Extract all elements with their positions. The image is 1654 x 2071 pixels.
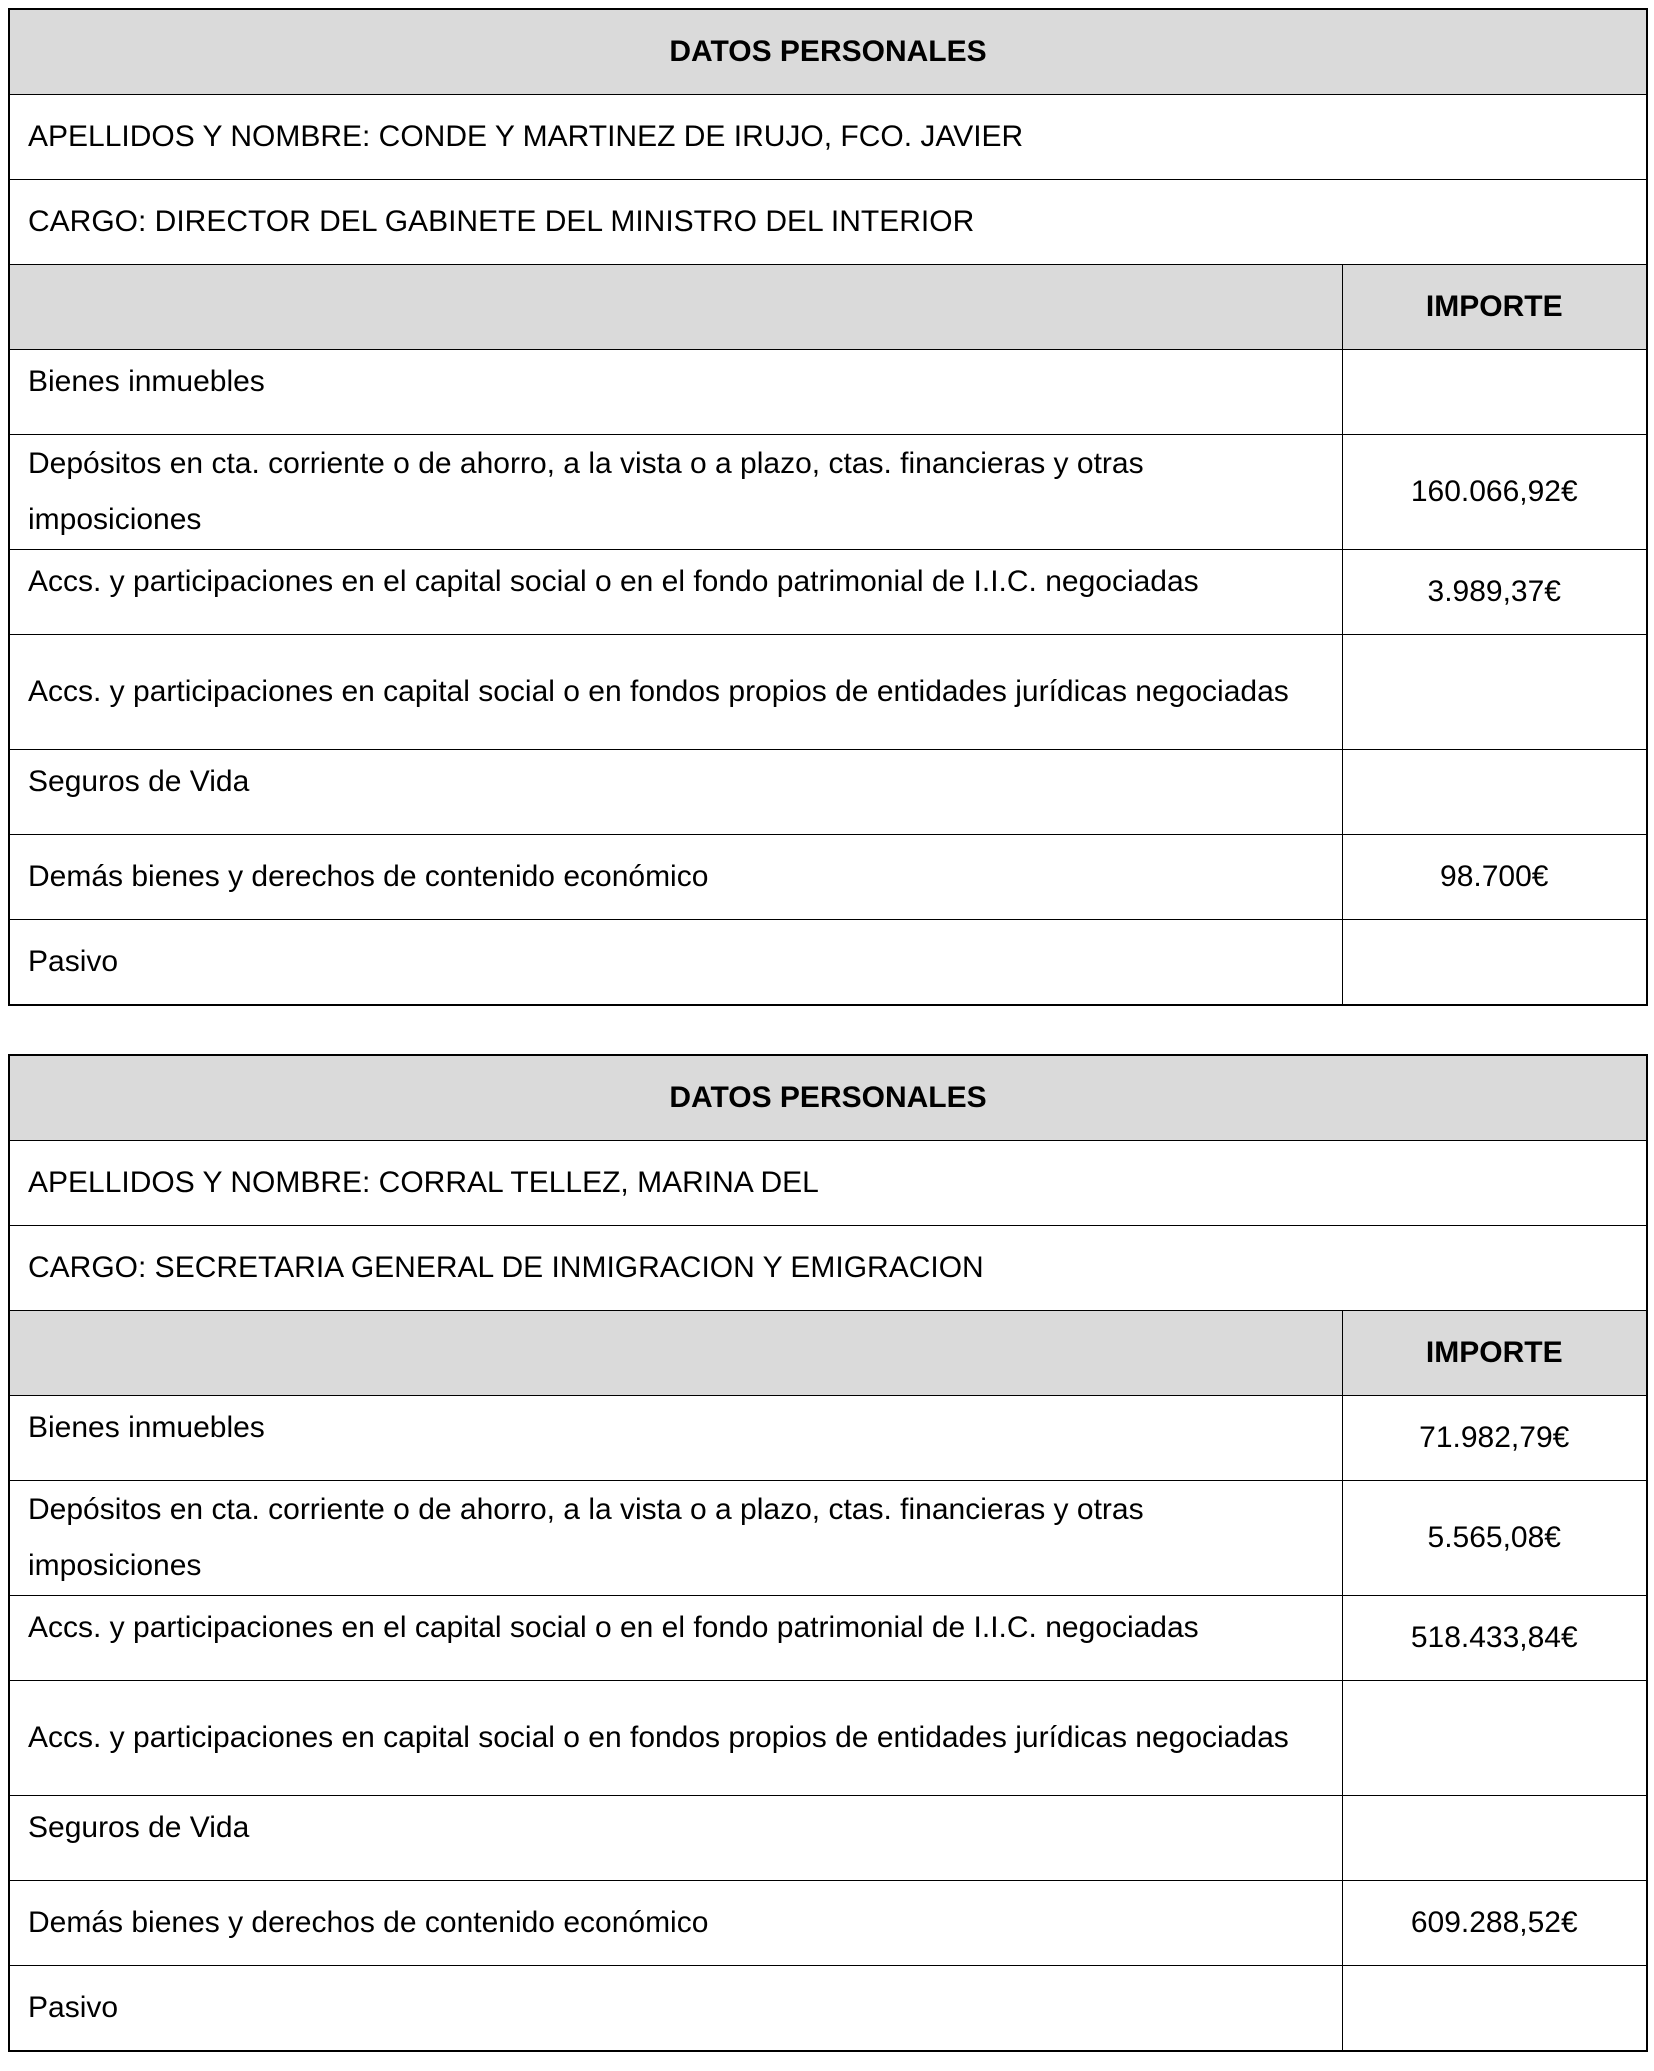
row-amount: 71.982,79€ xyxy=(1342,1396,1647,1481)
asset-declaration-table xyxy=(8,8,1648,1006)
name-row xyxy=(9,1141,1647,1226)
table-row xyxy=(9,920,1647,1006)
row-amount xyxy=(1342,920,1647,1006)
row-label: Bienes inmuebles xyxy=(9,1396,1342,1481)
row-label: Pasivo xyxy=(9,1966,1342,2052)
position-row xyxy=(9,1226,1647,1311)
table-row xyxy=(9,1596,1647,1681)
table-row xyxy=(9,1966,1647,2052)
row-amount: 3.989,37€ xyxy=(1342,550,1647,635)
name-line: APELLIDOS Y NOMBRE: CONDE Y MARTINEZ DE IRUJO, FCO. JAVIER xyxy=(9,95,1647,180)
amount-header-row xyxy=(9,1311,1647,1396)
row-label: Depósitos en cta. corriente o de ahorro, a la vista o a plazo, ctas. financieras y otras imposiciones xyxy=(9,435,1342,550)
row-amount xyxy=(1342,1966,1647,2052)
row-label: Accs. y participaciones en el capital social o en el fondo patrimonial de I.I.C. negociadas xyxy=(9,550,1342,635)
empty-header-cell xyxy=(9,1311,1342,1396)
row-amount: 609.288,52€ xyxy=(1342,1881,1647,1966)
row-amount: 160.066,92€ xyxy=(1342,435,1647,550)
name-row xyxy=(9,95,1647,180)
row-label: Accs. y participaciones en capital social o en fondos propios de entidades jurídicas negociadas xyxy=(9,635,1342,750)
row-amount xyxy=(1342,350,1647,435)
table-row xyxy=(9,635,1647,750)
declaration-table-1 xyxy=(8,8,1646,1006)
row-amount: 98.700€ xyxy=(1342,835,1647,920)
position-line: CARGO: DIRECTOR DEL GABINETE DEL MINISTRO DEL INTERIOR xyxy=(9,180,1647,265)
row-amount: 5.565,08€ xyxy=(1342,1481,1647,1596)
row-label: Depósitos en cta. corriente o de ahorro, a la vista o a plazo, ctas. financieras y otras imposiciones xyxy=(9,1481,1342,1596)
table-row xyxy=(9,1396,1647,1481)
row-label: Bienes inmuebles xyxy=(9,350,1342,435)
name-line: APELLIDOS Y NOMBRE: CORRAL TELLEZ, MARINA DEL xyxy=(9,1141,1647,1226)
table-row xyxy=(9,350,1647,435)
section-title: DATOS PERSONALES xyxy=(9,1055,1647,1141)
table-row xyxy=(9,1796,1647,1881)
section-title: DATOS PERSONALES xyxy=(9,9,1647,95)
amount-header: IMPORTE xyxy=(1342,1311,1647,1396)
empty-header-cell xyxy=(9,265,1342,350)
position-line: CARGO: SECRETARIA GENERAL DE INMIGRACION Y EMIGRACION xyxy=(9,1226,1647,1311)
row-amount xyxy=(1342,635,1647,750)
row-label: Pasivo xyxy=(9,920,1342,1006)
row-amount: 518.433,84€ xyxy=(1342,1596,1647,1681)
table-row xyxy=(9,750,1647,835)
table-row xyxy=(9,1881,1647,1966)
table-row xyxy=(9,550,1647,635)
table-row xyxy=(9,1481,1647,1596)
row-amount xyxy=(1342,750,1647,835)
row-amount xyxy=(1342,1796,1647,1881)
table-row xyxy=(9,1681,1647,1796)
section-header-row xyxy=(9,1055,1647,1141)
row-label: Seguros de Vida xyxy=(9,1796,1342,1881)
declaration-table-2 xyxy=(8,1054,1646,2052)
row-amount xyxy=(1342,1681,1647,1796)
row-label: Accs. y participaciones en el capital social o en el fondo patrimonial de I.I.C. negociadas xyxy=(9,1596,1342,1681)
row-label: Demás bienes y derechos de contenido económico xyxy=(9,835,1342,920)
amount-header-row xyxy=(9,265,1647,350)
row-label: Accs. y participaciones en capital social o en fondos propios de entidades jurídicas negociadas xyxy=(9,1681,1342,1796)
asset-declaration-table xyxy=(8,1054,1648,2052)
amount-header: IMPORTE xyxy=(1342,265,1647,350)
row-label: Seguros de Vida xyxy=(9,750,1342,835)
table-row xyxy=(9,835,1647,920)
row-label: Demás bienes y derechos de contenido económico xyxy=(9,1881,1342,1966)
table-row xyxy=(9,435,1647,550)
position-row xyxy=(9,180,1647,265)
section-header-row xyxy=(9,9,1647,95)
